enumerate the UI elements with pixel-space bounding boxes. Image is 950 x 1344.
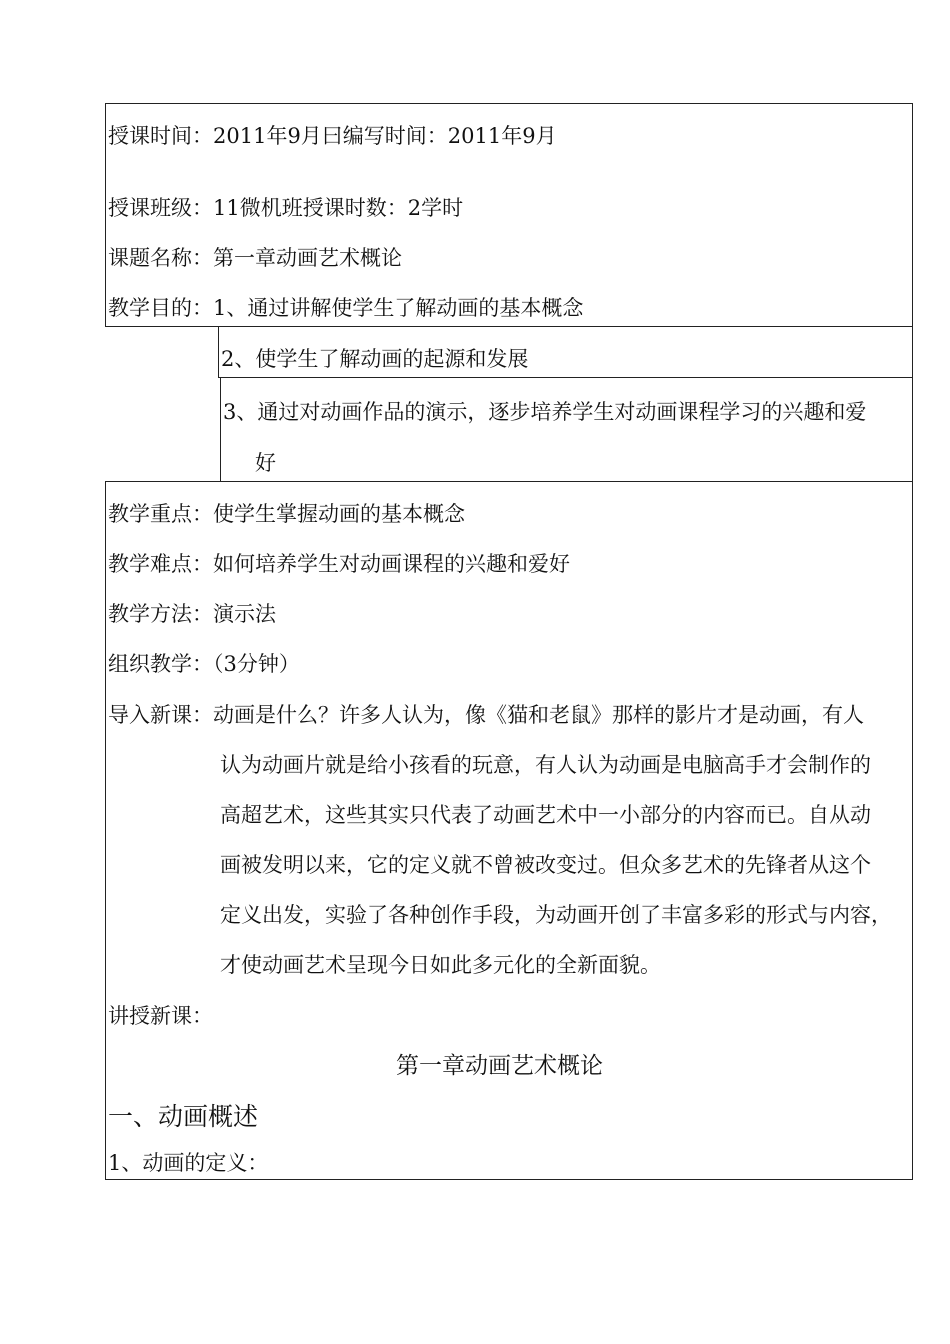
lecture-label: 讲授新课： xyxy=(108,1004,213,1028)
section-heading: 一、动画概述 xyxy=(108,1102,259,1131)
table-border-right-upper xyxy=(912,103,913,326)
objectives-right-2 xyxy=(912,377,913,481)
intro-line-4: 画被发明以来，它的定义就不曾被改变过。但众多艺术的先锋者从这个 xyxy=(220,853,871,877)
intro-line-3: 高超艺术，这些其实只代表了动画艺术中一小部分的内容而已。自从动 xyxy=(220,803,871,827)
chapter-title: 第一章动画艺术概论 xyxy=(396,1053,603,1079)
objective-item-3-line-1: 3、通过对动画作品的演示，逐步培养学生对动画课程学习的兴趣和爱 xyxy=(223,400,867,424)
objectives-divider-2 xyxy=(218,377,913,378)
table-border-right-lower xyxy=(912,481,913,1180)
objectives-divider-1 xyxy=(105,326,913,327)
objectives-inner-left-2 xyxy=(220,377,221,481)
teaching-time-line: 授课时间：2011年9月曰编写时间：2011年9月 xyxy=(108,124,557,148)
topic-line: 课题名称：第一章动画艺术概论 xyxy=(108,246,402,270)
table-border-bottom xyxy=(105,1179,913,1180)
key-point-line: 教学重点：使学生掌握动画的基本概念 xyxy=(108,502,465,526)
intro-line-1: 导入新课：动画是什么？许多人认为，像《猫和老鼠》那样的影片才是动画，有人 xyxy=(108,703,864,727)
intro-line-6: 才使动画艺术呈现今日如此多元化的全新面貌。 xyxy=(220,953,661,977)
subsection-definition: 1、动画的定义： xyxy=(108,1151,269,1175)
objectives-inner-left-1 xyxy=(218,326,219,377)
organize-line: 组织教学：（3分钟） xyxy=(108,652,300,676)
intro-line-2: 认为动画片就是给小孩看的玩意，有人认为动画是电脑高手才会制作的 xyxy=(220,753,871,777)
method-line: 教学方法：演示法 xyxy=(108,602,276,626)
objectives-right-1 xyxy=(912,326,913,377)
difficulty-line: 教学难点：如何培养学生对动画课程的兴趣和爱好 xyxy=(108,552,570,576)
objective-item-3-line-2: 好 xyxy=(255,451,276,475)
objective-item-2: 2、使学生了解动画的起源和发展 xyxy=(221,347,529,371)
table-border-top xyxy=(105,103,913,104)
table-border-left-lower xyxy=(105,481,106,1180)
class-hours-line: 授课班级：11微机班授课时数：2学时 xyxy=(108,196,464,220)
objectives-label-line: 教学目的：1、通过讲解使学生了解动画的基本概念 xyxy=(108,296,584,320)
intro-line-5: 定义出发，实验了各种创作手段，为动画开创了丰富多彩的形式与内容， xyxy=(220,903,892,927)
table-border-left-upper xyxy=(105,103,106,326)
table-divider-lower xyxy=(105,481,913,482)
